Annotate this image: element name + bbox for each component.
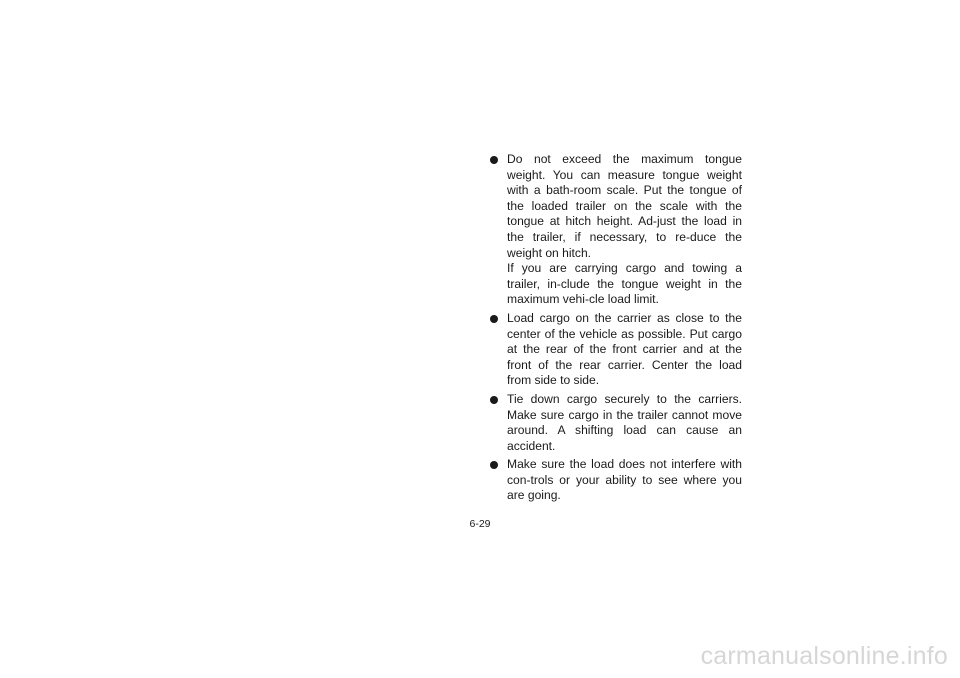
list-item bbox=[490, 311, 742, 389]
list-item bbox=[490, 152, 742, 308]
item-paragraph: If you are carrying cargo and towing a trailer, in-clude the tongue weight in the maximum vehi-cle load limit. bbox=[507, 261, 742, 307]
bullet-list bbox=[490, 152, 742, 507]
page-number: 6-29 bbox=[469, 518, 491, 530]
item-paragraph: Make sure the load does not interfere with con-trols or your ability to see where you are going. bbox=[507, 457, 742, 503]
item-paragraph: Tie down cargo securely to the carriers. Make sure cargo in the trailer cannot move around. A shifting load can cause an accident. bbox=[507, 391, 742, 453]
bullet-icon bbox=[490, 315, 498, 323]
list-item bbox=[490, 457, 742, 504]
bullet-icon bbox=[490, 396, 498, 404]
item-paragraph: Do not exceed the maximum tongue weight. You can measure tongue weight with a bath-room scale. Put the tongue of the loaded trailer on the scale with the tongue at hitch height. Ad-just the load in the trailer, if necessary, to re-duce the weight on hitch. bbox=[507, 152, 742, 260]
watermark: carmanualsonline.info bbox=[700, 642, 948, 670]
bullet-icon bbox=[490, 156, 498, 164]
item-paragraph: Load cargo on the carrier as close to the center of the vehicle as possible. Put cargo at the rear of the front carrier and at the front of the rear carrier. Center the load from side to side. bbox=[507, 310, 742, 388]
bullet-icon bbox=[490, 461, 498, 469]
list-item bbox=[490, 392, 742, 454]
